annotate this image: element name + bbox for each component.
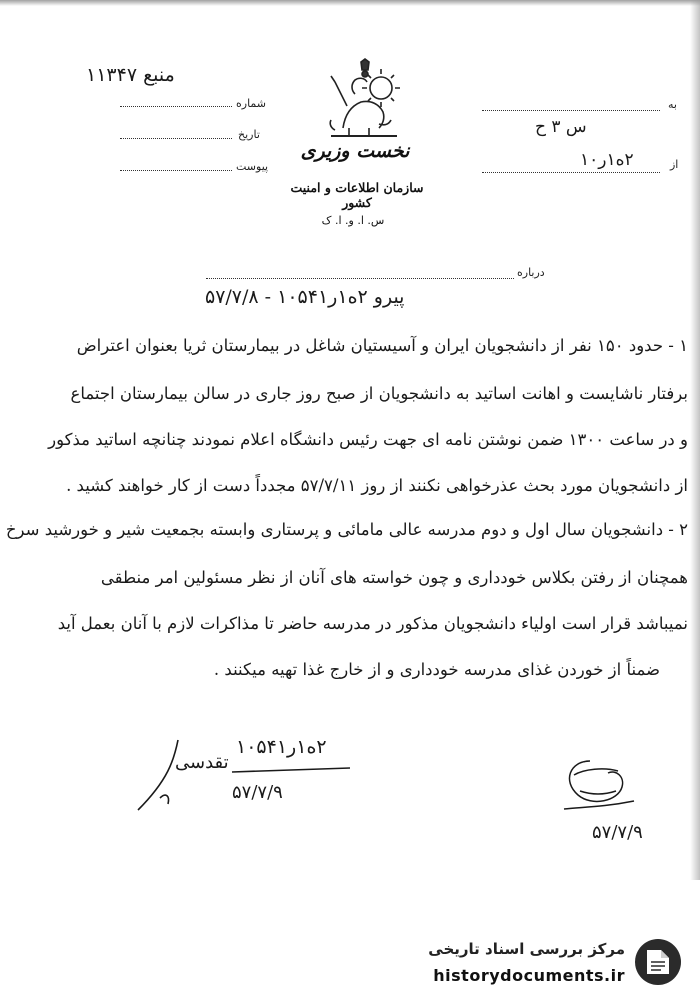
archive-logo-icon xyxy=(633,936,683,988)
office-code: س. ا. و. ا. ک xyxy=(321,214,385,227)
attachment-leader xyxy=(120,170,232,171)
body-line-8: ضمناً از خوردن غذای مدرسه خودداری و از خارج غذا تهیه میکنند . xyxy=(213,660,660,679)
scan-edge-top xyxy=(0,0,700,6)
signature-strokes xyxy=(120,728,360,818)
body-line-5: ۲ - دانشجویان سال اول و دوم مدرسه عالی مامائی و پرستاری وابسته بجمعیت شیر و خورشید سرخ xyxy=(5,520,688,539)
body-line-4: از دانشجویان مورد بحث عذرخواهی نکنند از روز ۵۷/۷/۱۱ مجدداً دست از کار خواهند کشید . xyxy=(66,476,688,495)
from-leader xyxy=(482,172,660,173)
body-line-6: همچنان از رفتن بکلاس خودداری و چون خواسته های آنان از نظر مسئولین امر منطقی xyxy=(100,568,688,587)
body-line-1: ۱ - حدود ۱۵۰ نفر از دانشجویان ایران و آسیستیان شاغل در بیمارستان ثریا بعنوان اعتراض xyxy=(76,336,688,355)
number-leader xyxy=(120,106,232,107)
to-value: س ۳ ح xyxy=(535,117,587,137)
attachment-label: پیوست xyxy=(236,160,269,173)
subject-label: درباره xyxy=(517,266,545,279)
footer-org-name: مرکز بررسی اسناد تاریخی xyxy=(428,940,625,958)
to-label: به xyxy=(668,98,677,111)
footer-url: historydocuments.ir xyxy=(433,966,625,985)
date-label: تاریخ xyxy=(238,128,260,141)
date-leader xyxy=(120,138,232,139)
lion-and-sun-emblem xyxy=(325,58,409,140)
signature-date: ۵۷/۷/۹ xyxy=(232,782,283,803)
initials-scribble xyxy=(560,755,640,820)
reference-line: پیرو ۲ه۱ر۱۰۵۴۱ - ۵۷/۷/۸ xyxy=(205,286,405,308)
to-leader xyxy=(482,110,660,111)
subject-leader xyxy=(206,278,514,279)
from-label: از xyxy=(670,158,679,171)
body-line-3: و در ساعت ۱۳۰۰ ضمن نوشتن نامه ای جهت رئیس دانشگاه اعلام نمودند چنانچه اساتید مذکور xyxy=(48,430,688,449)
office-title: نخست وزیری xyxy=(300,140,410,162)
signature-name: تقدسی xyxy=(175,752,229,773)
scan-edge-right xyxy=(690,0,700,880)
signature-reference: ۲ه۱ر۱۰۵۴۱ xyxy=(236,736,327,758)
office-subtitle: سازمان اطلاعات و امنیت کشور xyxy=(290,180,424,210)
number-label: شماره xyxy=(236,97,267,110)
serial-number: منبع ۱۱۳۴۷ xyxy=(86,64,175,86)
body-line-7: نمیباشد قرار است اولیاء دانشجویان مذکور در مدرسه حاضر تا مذاکرات لازم با آنان بعمل آید xyxy=(57,614,688,633)
side-date: ۵۷/۷/۹ xyxy=(592,822,643,843)
body-line-2: برفتار ناشایست و اهانت اساتید به دانشجویان از صبح روز جاری در سالن بیمارستان اجتماع xyxy=(70,384,688,403)
from-value: ۲ه۱ر۱۰ xyxy=(580,150,634,170)
